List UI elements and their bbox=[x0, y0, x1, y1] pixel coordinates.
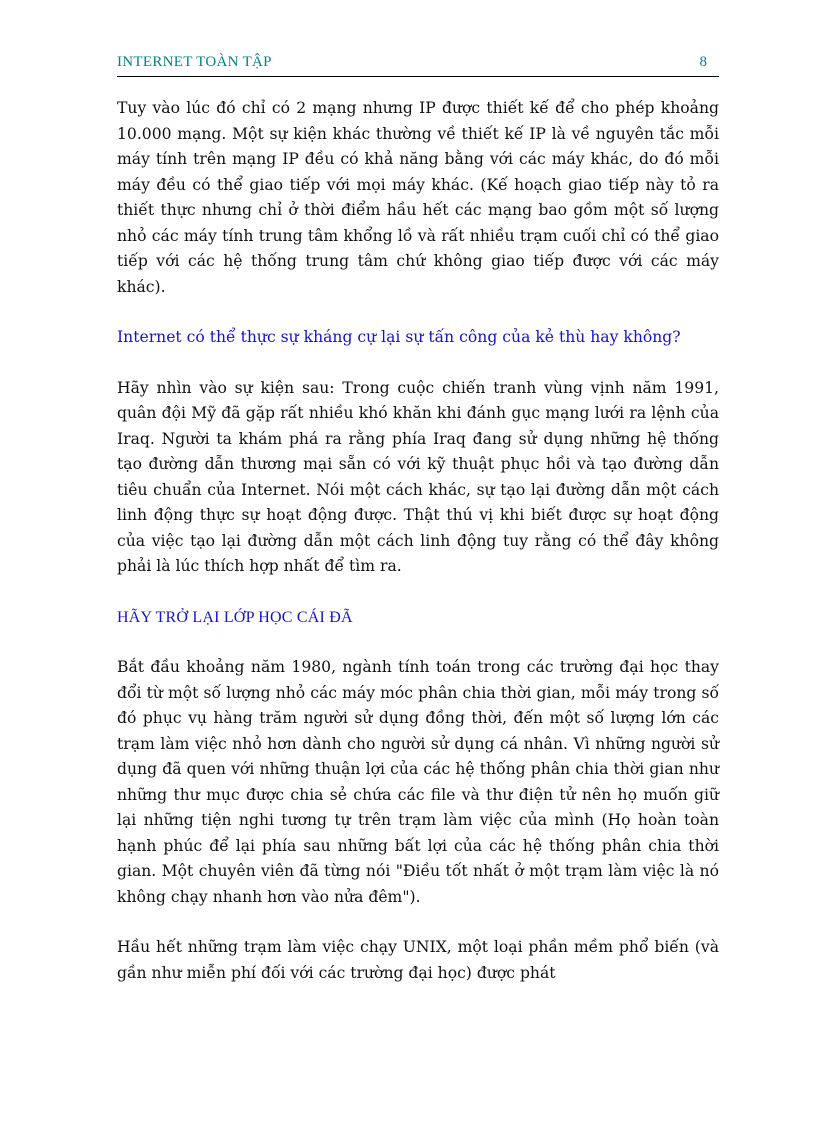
paragraph-1: Tuy vào lúc đó chỉ có 2 mạng nhưng IP được thiết kế để cho phép khoảng 10.000 mạng. Một sự kiện khác thường về thiết kế IP là về nguyên tắc mỗi máy tính trên mạng IP đều có khả năng bằng với các máy khác, do đó mỗi máy đều có thể giao tiếp với mọi máy khác. (Kế hoạch giao tiếp này tỏ ra thiết thực nhưng chỉ ở thời điểm hầu hết các mạng bao gồm một số lượng nhỏ các máy tính trung tâm khổng lồ và rất nhiều trạm cuối chỉ có thể giao tiếp với các hệ thống trung tâm chứ không giao tiếp được với các máy khác). bbox=[117, 99, 719, 296]
paragraph-2: Hãy nhìn vào sự kiện sau: Trong cuộc chiến tranh vùng vịnh năm 1991, quân đội Mỹ đã gặp rất nhiều khó khăn khi đánh gục mạng lưới ra lệnh của Iraq. Người ta khám phá ra rằng phía Iraq đang sử dụng những hệ thống tạo đường dẫn thương mại sẵn có với kỹ thuật phục hồi và tạo đường dẫn tiêu chuẩn của Internet. Nói một cách khác, sự tạo lại đường dẫn một cách linh động thực sự hoạt động được. Thật thú vị khi biết được sự hoạt động của việc tạo lại đường dẫn một cách linh động tuy rằng có thể đây không phải là lúc thích hợp nhất để tìm ra. bbox=[117, 378, 719, 575]
section-heading: HÃY TRỞ LẠI LỚP HỌC CÁI ĐÃ bbox=[117, 608, 353, 626]
subheading-question: Internet có thể thực sự kháng cự lại sự tấn công của kẻ thù hay không? bbox=[117, 328, 681, 346]
header-title: INTERNET TOÀN TẬP bbox=[117, 54, 272, 70]
page-number: 8 bbox=[699, 54, 707, 70]
paragraph-4: Hầu hết những trạm làm việc chạy UNIX, một loại phần mềm phổ biến (và gần như miễn phí đối với các trường đại học) được phát bbox=[117, 938, 719, 982]
paragraph-3: Bắt đầu khoảng năm 1980, ngành tính toán trong các trường đại học thay đổi từ một số lượng nhỏ các máy móc phân chia thời gian, mỗi máy trong số đó phục vụ hàng trăm người sử dụng đồng thời, đến một số lượng lớn các trạm làm việc nhỏ hơn dành cho người sử dụng cá nhân. Vì những người sử dụng đã quen với những thuận lợi của các hệ thống phân chia thời gian như những thư mục được chia sẻ chứa các file và thư điện tử nên họ muốn giữ lại những tiện nghi tương tự trên trạm làm việc của mình (Họ hoàn toàn hạnh phúc để lại phía sau những bất lợi của các hệ thống phân chia thời gian. Một chuyên viên đã từng nói "Điều tốt nhất ở một trạm làm việc là nó không chạy nhanh hơn vào nửa đêm"). bbox=[117, 658, 719, 906]
page-header bbox=[117, 52, 719, 77]
document-page bbox=[117, 0, 719, 1123]
page-content bbox=[117, 96, 719, 1011]
